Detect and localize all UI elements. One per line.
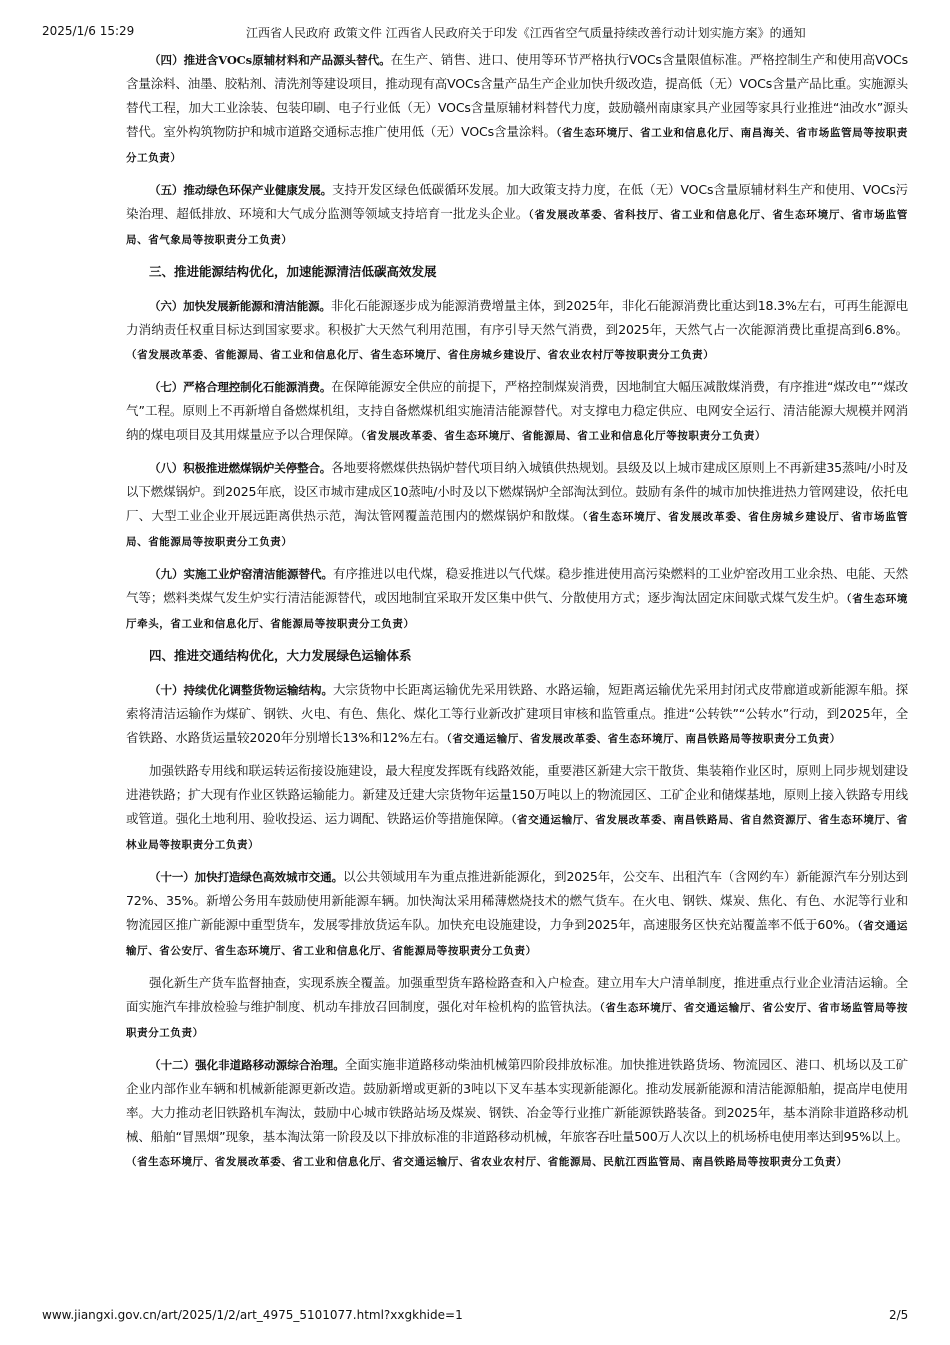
paragraph-lead: （十一）加快打造绿色高效城市交通。 — [149, 870, 344, 884]
paragraph-9 — [126, 562, 908, 636]
paragraph-10 — [126, 678, 908, 751]
page-number: 2/5 — [889, 1308, 909, 1322]
paragraph-6 — [126, 294, 908, 367]
paragraph-body: 以公共领域用车为重点推进新能源化，到2025年，公交车、出租汽车（含网约车）新能源汽车分别达到72%、35%。新增公务用车鼓励使用新能源车辆。加快淘汰采用稀薄燃烧技术的燃气货车。在火电、钢铁、煤炭、焦化、有色、水泥等行业和物流园区推广新能源中重型货车，发展零排放货运车队。加快充电设施建设，力争到2025年，高速服务区快充站覆盖率不低于60%。 — [126, 869, 909, 932]
paragraph-lead: （八）积极推进燃煤锅炉关停整合。 — [149, 461, 332, 475]
paragraph-body: 大宗货物中长距离运输优先采用铁路、水路运输，短距离运输优先采用封闭式皮带廊道或新能源车船。探索将清洁运输作为煤矿、钢铁、火电、有色、焦化、煤化工等行业新改扩建项目审核和监管重点。推进“公转铁”“公转水”行动，到2025年，全省铁路、水路货运量较2020年分别增长13%和12%左右。 — [126, 682, 908, 745]
section-heading-3: 三、推进能源结构优化，加速能源清洁低碳高效发展 — [149, 264, 437, 279]
paragraph-lead: （六）加快发展新能源和清洁能源。 — [149, 299, 331, 313]
paragraph-lead: （五）推动绿色环保产业健康发展。 — [149, 183, 333, 197]
paragraph-8 — [126, 456, 908, 554]
paragraph-body: 支持开发区绿色低碳循环发展。加大政策支持力度，在低（无）VOCs含量原辅材料生产和使用、VOCs污染治理、超低排放、环境和大气成分监测等领域支持培育一批龙头企业。 — [126, 182, 908, 221]
print-timestamp: 2025/1/6 15:29 — [42, 24, 135, 38]
paragraph-responsibility: （省发展改革委、省能源局、省工业和信息化厅、省生态环境厅、省住房城乡建设厅、省农业农村厅等按职责分工负责） — [126, 349, 715, 361]
paragraph-body: 加强铁路专用线和联运转运衔接设施建设，最大程度发挥既有线路效能，重要港区新建大宗干散货、集装箱作业区时，原则上同步规划建设进港铁路；扩大现有作业区铁路运输能力。新建及迁建大宗货物年运量150万吨以上的物流园区、工矿企业和储煤基地，原则上接入铁路专用线或管道。强化土地利用、验收投运、运力调配、铁路运价等措施保障。 — [126, 763, 908, 826]
section-heading-4: 四、推进交通结构优化，大力发展绿色运输体系 — [149, 648, 412, 663]
paragraph-7 — [126, 375, 908, 448]
paragraph-lead: （十）持续优化调整货物运输结构。 — [149, 683, 334, 697]
paragraph-responsibility: （省生态环境厅、省工业和信息化厅、南昌海关、省市场监管局等按职责分工负责） — [126, 127, 908, 164]
paragraph-lead: （九）实施工业炉窑清洁能源替代。 — [149, 567, 334, 581]
paragraph-responsibility: （省发展改革委、省生态环境厅、省能源局、省工业和信息化厅等按职责分工负责） — [360, 430, 767, 442]
paragraph-11-cont — [126, 971, 908, 1045]
paragraph-4 — [126, 48, 908, 170]
paragraph-body: 非化石能源逐步成为能源消费增量主体，到2025年，非化石能源消费比重达到18.3%左右，可再生能源电力消纳责任权重目标达到国家要求。积极扩大天然气利用范围，有序引导天然气消费，到2025年，天然气占一次能源消费比重提高到6.8%。 — [126, 298, 908, 337]
paragraph-body: 全面实施非道路移动柴油机械第四阶段排放标准。加快推进铁路货场、物流园区、港口、机场以及工矿企业内部作业车辆和机械新能源更新改造。鼓励新增或更新的3吨以下叉车基本实现新能源化。推动发展新能源和清洁能源船舶，提高岸电使用率。大力推动老旧铁路机车淘汰，鼓励中心城市铁路站场及煤炭、钢铁、冶金等行业推广新能源铁路装备。到2025年，基本消除非道路移动机械、船舶“冒黑烟”现象，基本淘汰第一阶段及以下排放标准的非道路移动机械，年旅客吞吐量500万人次以上的机场桥电使用率达到95%以上。 — [126, 1057, 908, 1144]
document-body — [126, 48, 908, 1182]
paragraph-5 — [126, 178, 908, 252]
paragraph-body: 有序推进以电代煤，稳妥推进以气代煤。稳步推进使用高污染燃料的工业炉窑改用工业余热、电能、天然气等；燃料类煤气发生炉实行清洁能源替代，或因地制宜采取开发区集中供气、分散使用方式；逐步淘汰固定床间歇式煤气发生炉。 — [126, 566, 908, 605]
paragraph-10-cont — [126, 759, 908, 857]
page-title: 江西省人民政府 政策文件 江西省人民政府关于印发《江西省空气质量持续改善行动计划实施方案》的通知 — [246, 26, 806, 40]
paragraph-12 — [126, 1053, 908, 1174]
paragraph-body: 在保障能源安全供应的前提下，严格控制煤炭消费，因地制宜大幅压减散煤消费，有序推进“煤改电”“煤改气”工程。原则上不再新增自备燃煤机组，支持自备燃煤机组实施清洁能源替代。对支撑电力稳定供应、电网安全运行、清洁能源大规模并网消纳的煤电项目及其用煤量应予以合理保障。 — [126, 379, 908, 442]
paragraph-lead: （七）严格合理控制化石能源消费。 — [149, 380, 332, 394]
paragraph-responsibility: （省交通运输厅、省发展改革委、省生态环境厅、南昌铁路局等按职责分工负责） — [446, 733, 841, 745]
paragraph-responsibility: （省生态环境厅、省交通运输厅、省公安厅、省市场监管局等按职责分工负责） — [126, 1002, 908, 1039]
paragraph-body: 强化新生产货车监督抽查，实现系族全覆盖。加强重型货车路检路查和入户检查。建立用车大户清单制度，推进重点行业企业清洁运输。全面实施汽车排放检验与维护制度、机动车排放召回制度，强化对年检机构的监管执法。 — [126, 975, 908, 1014]
paragraph-responsibility: （省生态环境厅牵头，省工业和信息化厅、省能源局等按职责分工负责） — [126, 593, 908, 630]
paragraph-lead: （十二）强化非道路移动源综合治理。 — [149, 1058, 345, 1072]
page-url: www.jiangxi.gov.cn/art/2025/1/2/art_4975_5101077.html?xxgkhide=1 — [42, 1308, 463, 1322]
paragraph-responsibility: （省生态环境厅、省发展改革委、省工业和信息化厅、省交通运输厅、省农业农村厅、省能源局、民航江西监管局、南昌铁路局等按职责分工负责） — [126, 1156, 848, 1168]
paragraph-responsibility: （省交通运输厅、省公安厅、省生态环境厅、省工业和信息化厅、省能源局等按职责分工负责） — [126, 920, 908, 957]
paragraph-11 — [126, 865, 908, 963]
paragraph-responsibility: （省生态环境厅、省发展改革委、省住房城乡建设厅、省市场监管局、省能源局等按职责分工负责） — [126, 511, 908, 548]
paragraph-body: 各地要将燃煤供热锅炉替代项目纳入城镇供热规划。县级及以上城市建成区原则上不再新建35蒸吨/小时及以下燃煤锅炉。到2025年底，设区市城市建成区10蒸吨/小时及以下燃煤锅炉全部淘汰到位。鼓励有条件的城市加快推进热力管网建设，依托电厂、大型工业企业开展远距离供热示范，淘汰管网覆盖范围内的燃煤锅炉和散煤。 — [126, 460, 908, 523]
paragraph-responsibility: （省发展改革委、省科技厅、省工业和信息化厅、省生态环境厅、省市场监管局、省气象局等按职责分工负责） — [126, 209, 909, 246]
paragraph-body: 在生产、销售、进口、使用等环节严格执行VOCs含量限值标准。严格控制生产和使用高VOCs含量涂料、油墨、胶粘剂、清洗剂等建设项目，推动现有高VOCs含量产品生产企业加快升级改造，提高低（无）VOCs含量产品比重。实施源头替代工程，加大工业涂装、包装印刷、电子行业低（无）VOCs含量原辅材料替代力度，鼓励赣州南康家具产业园等家具行业推进“油改水”源头替代。室外构筑物防护和城市道路交通标志推广使用低（无）VOCs含量涂料。 — [126, 52, 908, 139]
paragraph-lead: （四）推进含VOCs原辅材料和产品源头替代。 — [149, 53, 391, 67]
paragraph-responsibility: （省交通运输厅、省发展改革委、南昌铁路局、省自然资源厅、省生态环境厅、省林业局等按职责分工负责） — [126, 814, 908, 851]
